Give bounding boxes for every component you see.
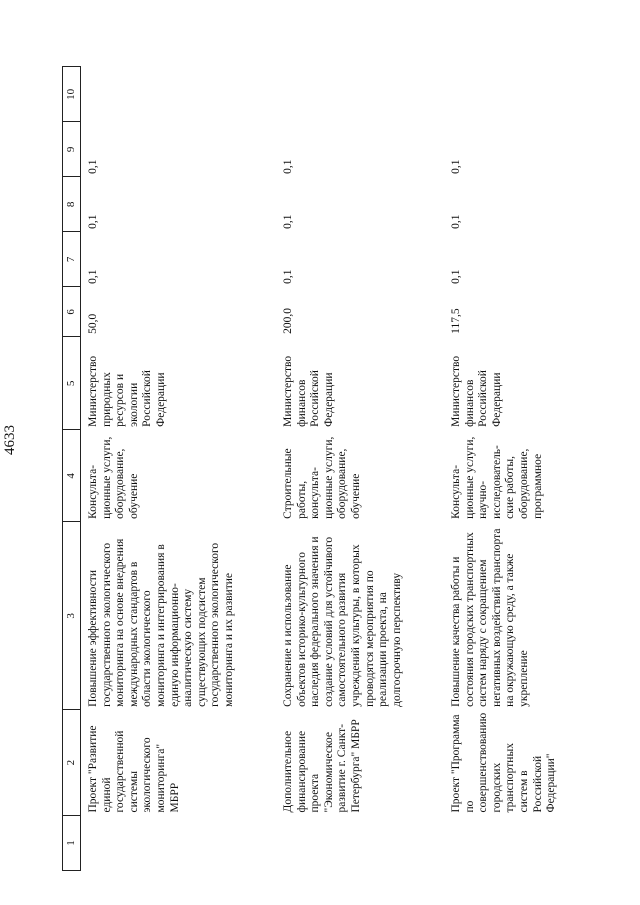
column-header-7: 7 <box>63 232 81 287</box>
column-header-8: 8 <box>63 177 81 232</box>
cell-col10 <box>276 67 444 122</box>
cell-col10 <box>444 67 612 122</box>
column-header-4: 4 <box>63 430 81 522</box>
cell-project-name: Проект "Развитие единой государственной системы экологического мониторинга" МБРР <box>87 725 181 813</box>
cell-col9: 0,1 <box>450 159 462 174</box>
column-header-5: 5 <box>63 337 81 430</box>
cell-ministry: Министерство финансов Российской Федерации <box>450 355 503 427</box>
cell-col7: 0,1 <box>282 269 294 284</box>
cell-col9: 0,1 <box>282 159 294 174</box>
cell-col9: 0,1 <box>87 159 99 174</box>
cell-col1 <box>444 816 612 871</box>
cell-project-name: Дополнительное финансирование проекта "Экономическое развитие г. Санкт-Петербурга" МБРР <box>282 719 362 813</box>
cell-project-goal: Сохранение и использование объектов историко-культурного наследия федерального значения и создание условий для устойчивого самостоятельного развития учреждений культуры, в которых проводятся мероприятия по реализации проекта, на долгосрочную перспективу <box>282 536 403 707</box>
page-number: 4633 <box>2 425 18 455</box>
cell-amount: 117,5 <box>450 308 462 334</box>
program-table <box>62 66 612 871</box>
cell-ministry: Министерство финансов Российской Федерации <box>282 355 335 427</box>
cell-expense-type: Консульта-ционные услуги, научно-исследователь-ские работы, оборудование, программное <box>450 436 544 519</box>
cell-expense-type: Строительные работы, консульта-ционные услуги, оборудование, обучение <box>282 436 362 519</box>
column-header-1: 1 <box>63 816 81 871</box>
column-header-9: 9 <box>63 122 81 177</box>
cell-col1 <box>81 816 277 871</box>
cell-col8: 0,1 <box>450 214 462 229</box>
table-row <box>276 67 444 871</box>
cell-project-name: Проект "Программа по совершенствованию городских транспортных систем в Российской Федерации" <box>450 712 558 813</box>
table-row <box>81 67 277 871</box>
cell-col8: 0,1 <box>87 214 99 229</box>
cell-col7: 0,1 <box>87 269 99 284</box>
column-header-2: 2 <box>63 710 81 816</box>
cell-col1 <box>276 816 444 871</box>
cell-project-goal: Повышение качества работы и состояния городских транспортных систем наряду с сокращением негативных воздействий транспорта на окружающую среду, а также укрепление <box>450 528 530 707</box>
cell-expense-type: Консульта-ционные услуги, оборудование, обучение <box>87 436 140 519</box>
cell-project-goal: Повышение эффективности государственного экологического мониторинга на основе внедрения международных стандартов в области экологического мониторинга и интегрирования в единую информационно-аналитическую систему существующих подсистем государственного экологического мониторинга и их развитие <box>87 538 235 707</box>
cell-col8: 0,1 <box>282 214 294 229</box>
cell-col10 <box>81 67 277 122</box>
column-number-header <box>63 67 81 871</box>
column-header-10: 10 <box>63 67 81 122</box>
cell-amount: 50,0 <box>87 313 99 334</box>
table-row <box>444 67 612 871</box>
cell-col7: 0,1 <box>450 269 462 284</box>
cell-ministry: Министерство природных ресурсов и экологии Российской Федерации <box>87 355 167 427</box>
column-header-6: 6 <box>63 287 81 337</box>
column-header-3: 3 <box>63 522 81 710</box>
cell-amount: 200,0 <box>282 307 294 334</box>
